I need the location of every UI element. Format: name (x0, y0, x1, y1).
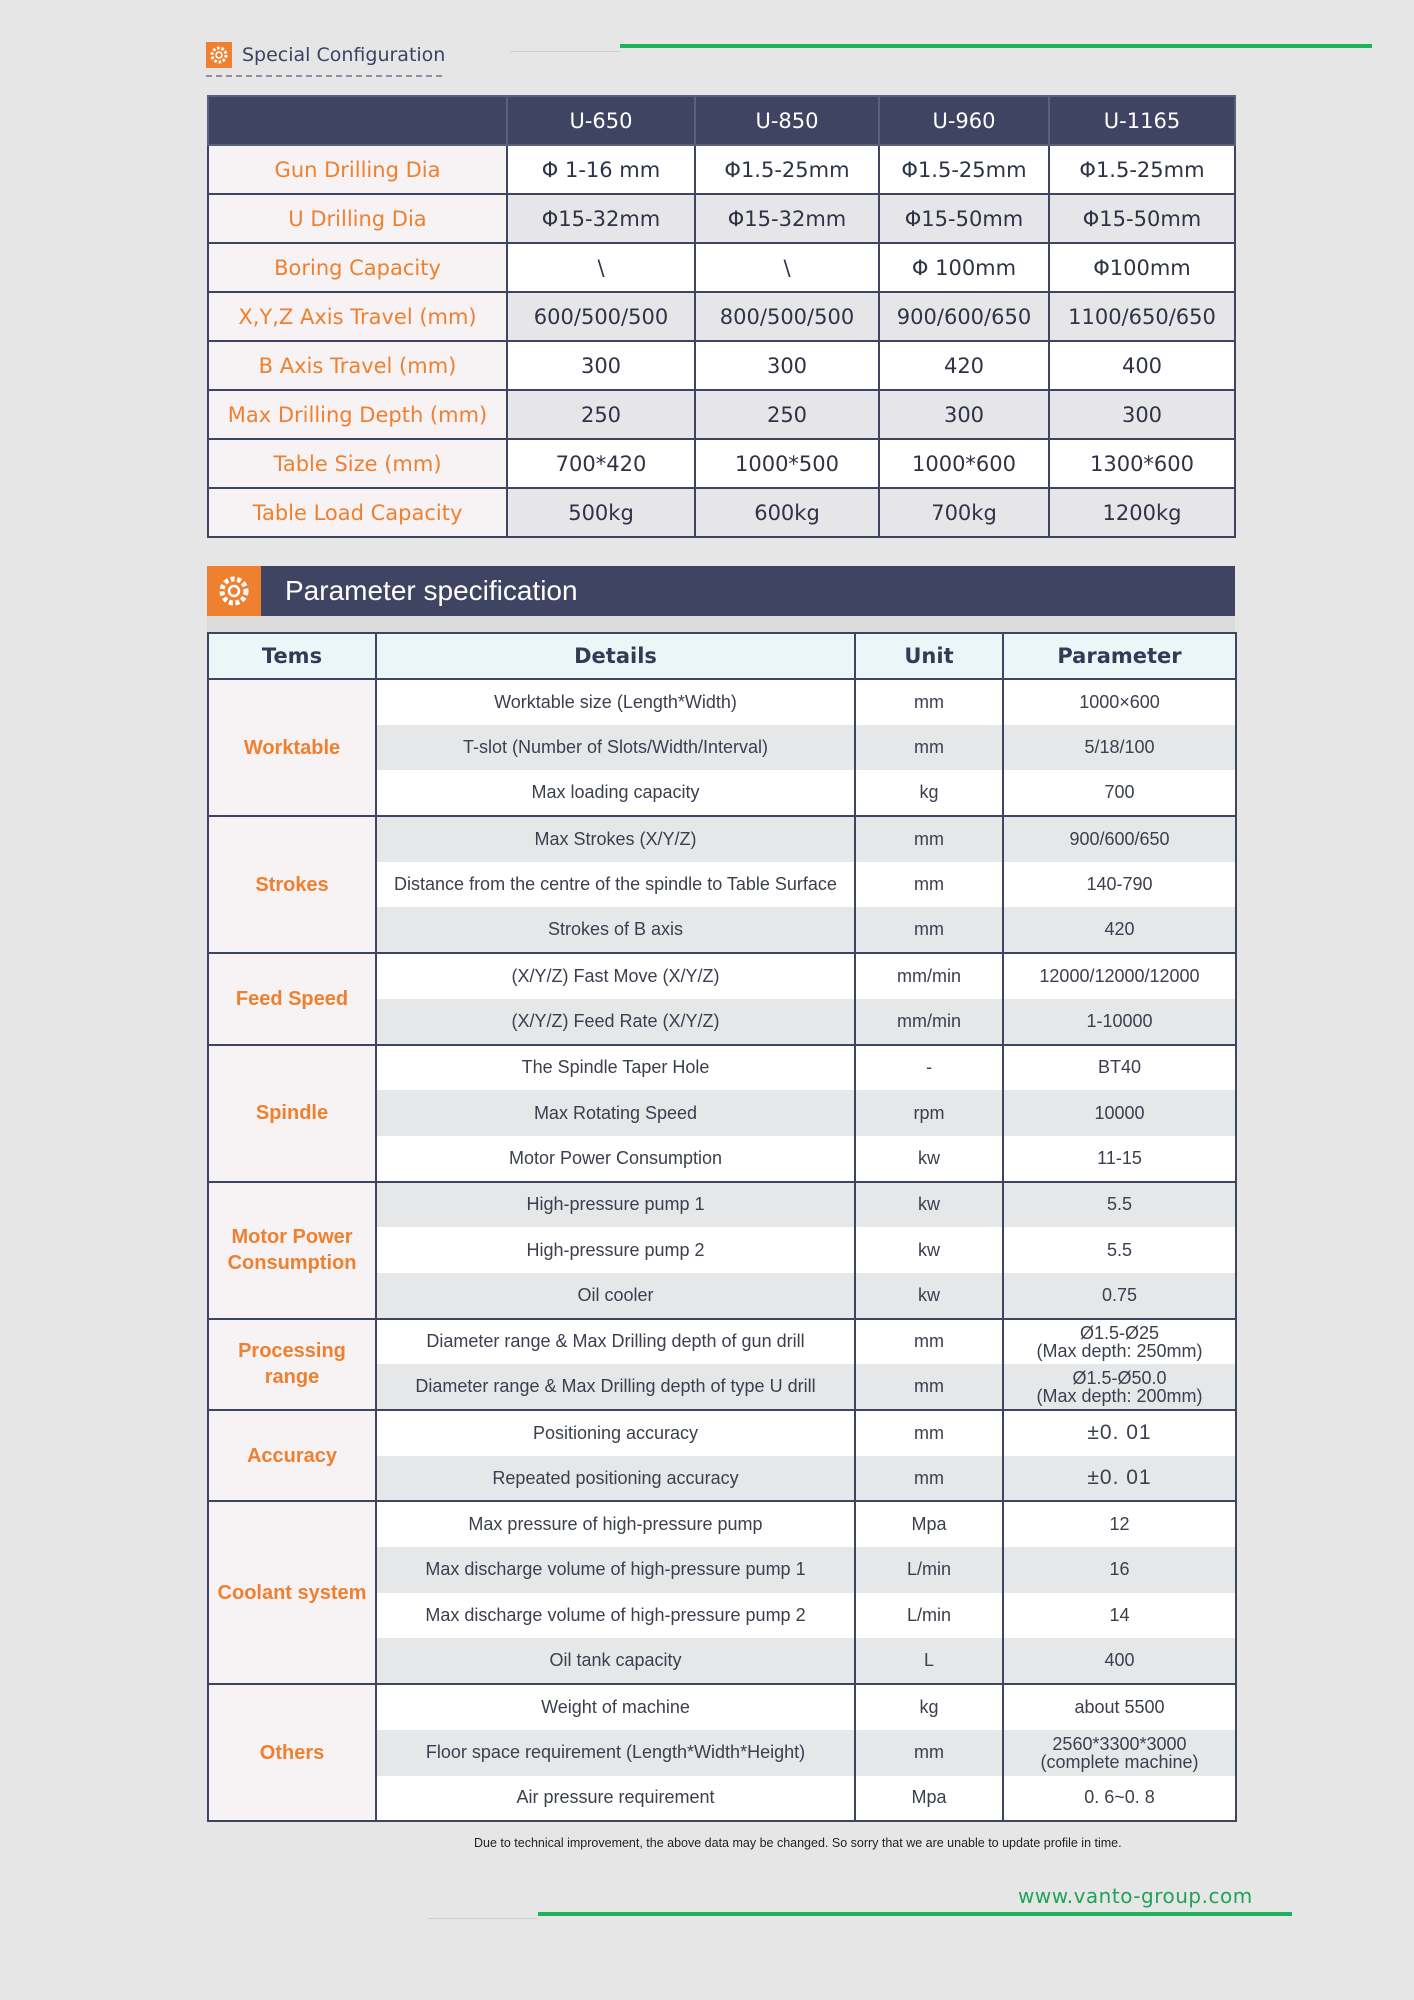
config-header-row (208, 96, 1235, 145)
config-header-cell: U-650 (507, 96, 695, 145)
config-row (208, 243, 1235, 292)
config-row (208, 341, 1235, 390)
dashed-divider (206, 75, 442, 77)
param-header-cell: Unit (855, 633, 1003, 679)
config-row-label: Table Load Capacity (208, 488, 507, 537)
param-detail: Repeated positioning accuracy (376, 1456, 855, 1502)
param-unit: mm (855, 1319, 1003, 1365)
param-category: Spindle (208, 1045, 376, 1182)
param-detail: Distance from the centre of the spindle to Table Surface (376, 862, 855, 908)
param-table (207, 632, 1237, 1822)
param-category: Processing range (208, 1319, 376, 1410)
config-cell: 900/600/650 (879, 292, 1049, 341)
config-cell: 1000*500 (695, 439, 879, 488)
config-row-label: Table Size (mm) (208, 439, 507, 488)
config-cell: 1100/650/650 (1049, 292, 1235, 341)
config-cell: 600/500/500 (507, 292, 695, 341)
param-unit: mm (855, 907, 1003, 953)
param-detail: Weight of machine (376, 1684, 855, 1730)
param-unit: mm (855, 725, 1003, 771)
config-cell: 300 (879, 390, 1049, 439)
param-value (1003, 1730, 1236, 1776)
param-detail: Air pressure requirement (376, 1776, 855, 1822)
config-cell: 250 (507, 390, 695, 439)
config-cell: Φ1.5-25mm (1049, 145, 1235, 194)
param-value: 14 (1003, 1593, 1236, 1639)
param-unit: rpm (855, 1090, 1003, 1136)
param-row (208, 1182, 1236, 1228)
config-row (208, 488, 1235, 537)
param-unit: Mpa (855, 1501, 1003, 1547)
param-value: 900/600/650 (1003, 816, 1236, 862)
config-cell: 300 (1049, 390, 1235, 439)
config-cell: \ (507, 243, 695, 292)
param-unit: mm/min (855, 999, 1003, 1045)
config-cell: 420 (879, 341, 1049, 390)
param-row (208, 1501, 1236, 1547)
param-detail: Max Rotating Speed (376, 1090, 855, 1136)
param-detail: High-pressure pump 1 (376, 1182, 855, 1228)
section-title: Special Configuration (242, 44, 446, 66)
config-row-label: U Drilling Dia (208, 194, 507, 243)
param-unit: mm (855, 1410, 1003, 1456)
param-unit: mm (855, 1730, 1003, 1776)
param-unit: kg (855, 770, 1003, 816)
config-cell: Φ15-50mm (1049, 194, 1235, 243)
config-cell: Φ1.5-25mm (695, 145, 879, 194)
param-header-cell: Tems (208, 633, 376, 679)
param-detail: (X/Y/Z) Feed Rate (X/Y/Z) (376, 999, 855, 1045)
config-cell: Φ 100mm (879, 243, 1049, 292)
config-header-cell: U-1165 (1049, 96, 1235, 145)
config-cell: 1300*600 (1049, 439, 1235, 488)
param-unit: kw (855, 1273, 1003, 1319)
green-divider (538, 1912, 1292, 1916)
config-row-label: B Axis Travel (mm) (208, 341, 507, 390)
param-value: ±0. 01 (1003, 1456, 1236, 1502)
param-detail: Max discharge volume of high-pressure pump 2 (376, 1593, 855, 1639)
param-value (1003, 1319, 1236, 1365)
param-detail: T-slot (Number of Slots/Width/Interval) (376, 725, 855, 771)
param-unit: Mpa (855, 1776, 1003, 1822)
param-value-line: 2560*3300*3000 (1052, 1733, 1187, 1754)
param-unit: mm (855, 862, 1003, 908)
param-unit: kw (855, 1136, 1003, 1182)
param-category: Motor Power Consumption (208, 1182, 376, 1319)
config-cell: 500kg (507, 488, 695, 537)
param-unit: L/min (855, 1593, 1003, 1639)
config-cell: Φ15-32mm (695, 194, 879, 243)
param-category: Worktable (208, 679, 376, 816)
green-divider (620, 44, 1372, 48)
param-value: ±0. 01 (1003, 1410, 1236, 1456)
param-value: 11-15 (1003, 1136, 1236, 1182)
config-table (207, 95, 1236, 538)
config-cell: 800/500/500 (695, 292, 879, 341)
config-cell: 600kg (695, 488, 879, 537)
param-detail: (X/Y/Z) Fast Move (X/Y/Z) (376, 953, 855, 999)
param-value: 10000 (1003, 1090, 1236, 1136)
param-row (208, 1045, 1236, 1091)
param-row (208, 1410, 1236, 1456)
thin-divider (510, 51, 620, 52)
param-category: Others (208, 1684, 376, 1821)
param-unit: mm (855, 816, 1003, 862)
param-value-line: Ø1.5-Ø25 (1079, 1322, 1160, 1343)
config-cell: Φ15-50mm (879, 194, 1049, 243)
thin-divider (428, 1918, 538, 1919)
config-cell: Φ1.5-25mm (879, 145, 1049, 194)
param-category: Coolant system (208, 1501, 376, 1684)
config-header-cell (208, 96, 507, 145)
param-header-row (208, 633, 1236, 679)
param-value-line: Ø1.5-Ø50.0 (1072, 1367, 1167, 1388)
param-value (1003, 1364, 1236, 1410)
param-value-line: (Max depth: 250mm) (1036, 1340, 1203, 1361)
param-value-line: (Max depth: 200mm) (1036, 1385, 1203, 1406)
param-row (208, 816, 1236, 862)
param-detail: Worktable size (Length*Width) (376, 679, 855, 725)
param-detail: Diameter range & Max Drilling depth of gun drill (376, 1319, 855, 1365)
config-cell: 700*420 (507, 439, 695, 488)
param-value: 5.5 (1003, 1227, 1236, 1273)
config-row-label: Gun Drilling Dia (208, 145, 507, 194)
config-cell: 1000*600 (879, 439, 1049, 488)
spacer (207, 616, 1235, 632)
param-value: 16 (1003, 1547, 1236, 1593)
param-detail: Oil cooler (376, 1273, 855, 1319)
param-row (208, 1319, 1236, 1365)
config-cell: 400 (1049, 341, 1235, 390)
param-detail: High-pressure pump 2 (376, 1227, 855, 1273)
param-detail: Max Strokes (X/Y/Z) (376, 816, 855, 862)
config-row (208, 145, 1235, 194)
param-value-line: (complete machine) (1040, 1751, 1199, 1772)
param-detail: Max loading capacity (376, 770, 855, 816)
config-cell: Φ15-32mm (507, 194, 695, 243)
param-category: Strokes (208, 816, 376, 953)
param-detail: The Spindle Taper Hole (376, 1045, 855, 1091)
param-unit: kw (855, 1182, 1003, 1228)
gear-icon (207, 566, 261, 616)
param-value: 140-790 (1003, 862, 1236, 908)
config-cell: 1200kg (1049, 488, 1235, 537)
config-header-cell: U-850 (695, 96, 879, 145)
config-row (208, 390, 1235, 439)
param-row (208, 953, 1236, 999)
param-unit: mm (855, 1456, 1003, 1502)
param-row (208, 679, 1236, 725)
param-unit: mm (855, 1364, 1003, 1410)
config-row (208, 292, 1235, 341)
param-value: 1-10000 (1003, 999, 1236, 1045)
param-spec-title: Parameter specification (285, 575, 578, 606)
param-value: 0. 6~0. 8 (1003, 1776, 1236, 1822)
param-header-cell: Details (376, 633, 855, 679)
param-value: 5/18/100 (1003, 725, 1236, 771)
param-value: 0.75 (1003, 1273, 1236, 1319)
param-category: Feed Speed (208, 953, 376, 1044)
param-unit: kw (855, 1227, 1003, 1273)
param-header-cell: Parameter (1003, 633, 1236, 679)
config-row-label: Max Drilling Depth (mm) (208, 390, 507, 439)
section-header (206, 42, 445, 68)
param-spec-titlebar (207, 566, 1235, 616)
param-value: about 5500 (1003, 1684, 1236, 1730)
config-row-label: Boring Capacity (208, 243, 507, 292)
config-cell: 300 (695, 341, 879, 390)
param-row (208, 1684, 1236, 1730)
param-detail: Max discharge volume of high-pressure pump 1 (376, 1547, 855, 1593)
config-row-label: X,Y,Z Axis Travel (mm) (208, 292, 507, 341)
param-category: Accuracy (208, 1410, 376, 1501)
param-value: 12 (1003, 1501, 1236, 1547)
param-detail: Diameter range & Max Drilling depth of type U drill (376, 1364, 855, 1410)
config-row (208, 439, 1235, 488)
param-value: 1000×600 (1003, 679, 1236, 725)
param-unit: L (855, 1638, 1003, 1684)
config-row (208, 194, 1235, 243)
config-cell: Φ100mm (1049, 243, 1235, 292)
param-detail: Strokes of B axis (376, 907, 855, 953)
config-cell: \ (695, 243, 879, 292)
param-detail: Motor Power Consumption (376, 1136, 855, 1182)
config-cell: 300 (507, 341, 695, 390)
param-detail: Positioning accuracy (376, 1410, 855, 1456)
param-unit: - (855, 1045, 1003, 1091)
website-url[interactable]: www.vanto-group.com (1018, 1884, 1253, 1908)
config-header-cell: U-960 (879, 96, 1049, 145)
param-unit: kg (855, 1684, 1003, 1730)
disclaimer-note: Due to technical improvement, the above data may be changed. So sorry that we are unable to update profile in time. (474, 1836, 1122, 1850)
param-detail: Floor space requirement (Length*Width*Height) (376, 1730, 855, 1776)
param-unit: mm/min (855, 953, 1003, 999)
param-unit: L/min (855, 1547, 1003, 1593)
param-value: 700 (1003, 770, 1236, 816)
param-detail: Max pressure of high-pressure pump (376, 1501, 855, 1547)
config-cell: Φ 1-16 mm (507, 145, 695, 194)
config-cell: 250 (695, 390, 879, 439)
param-value: 12000/12000/12000 (1003, 953, 1236, 999)
param-value: 420 (1003, 907, 1236, 953)
param-unit: mm (855, 679, 1003, 725)
param-detail: Oil tank capacity (376, 1638, 855, 1684)
param-value: 5.5 (1003, 1182, 1236, 1228)
gear-icon (206, 42, 232, 68)
config-cell: 700kg (879, 488, 1049, 537)
param-value: BT40 (1003, 1045, 1236, 1091)
param-value: 400 (1003, 1638, 1236, 1684)
